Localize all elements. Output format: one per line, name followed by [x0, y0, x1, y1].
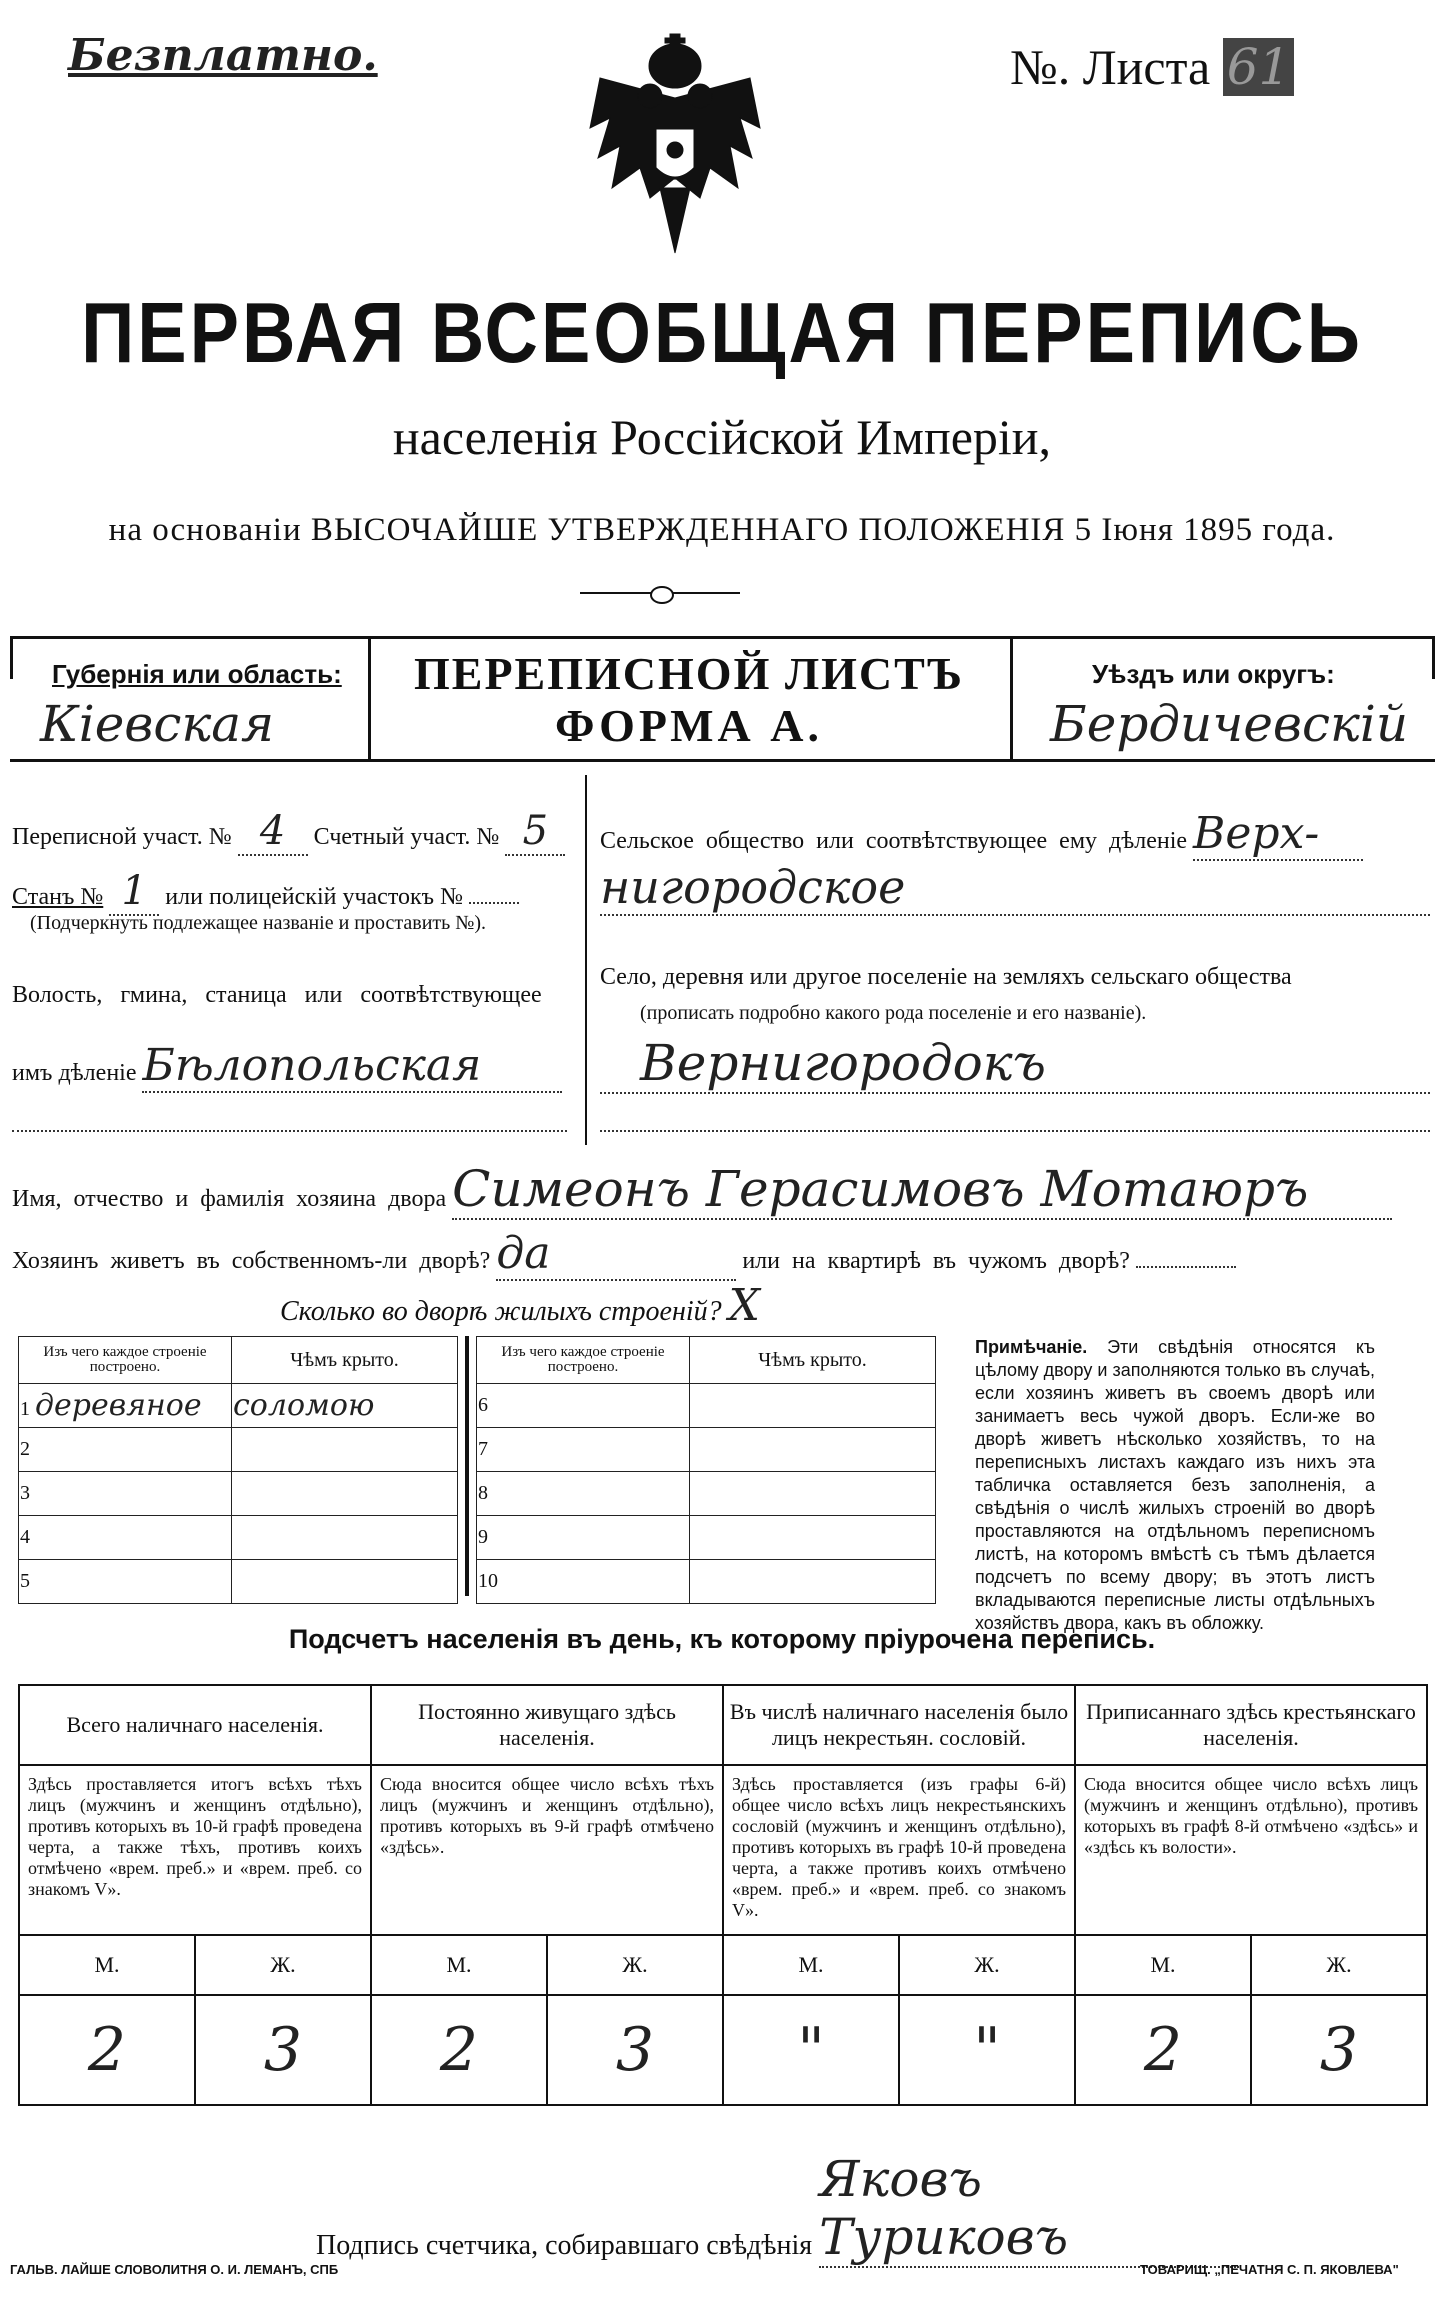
uezd-label: Уѣздъ или округъ: — [1092, 659, 1335, 689]
owner-row — [12, 1160, 1432, 1220]
underline-note: (Подчеркнуть подлежащее названіе и проставить №). — [30, 912, 486, 934]
col-desc-total: Здѣсь проставляется итогъ всѣхъ тѣхъ лицъ (мужчинъ и женщинъ отдѣльно), противъ которыхъ въ 10-й графѣ проведена черта, а также тѣхъ, противъ коихъ отмѣчено «врем. преб.» и «врем. преб. со знакомъ V». — [19, 1765, 371, 1935]
m-label: М. — [371, 1935, 547, 1995]
col-material-header: Изъ чего каждое строеніе построено. — [19, 1337, 232, 1384]
buildings-table-right — [476, 1336, 936, 1604]
table-row — [477, 1560, 936, 1604]
total-female: 3 — [195, 1995, 371, 2105]
census-section-row — [12, 808, 567, 856]
table-row — [19, 1560, 458, 1604]
col-desc-permanent: Сюда вносится общее число всѣхъ тѣхъ лицъ (мужчинъ и женщинъ отдѣльно), противъ которыхъ въ 9-й графѣ отмѣчено «здѣсь». — [371, 1765, 723, 1935]
fields-divider — [585, 775, 587, 1145]
f-label: Ж. — [547, 1935, 723, 1995]
volost-label: Волость, гмина, станица или соотвѣтствующее — [12, 982, 542, 1008]
society-row — [600, 808, 1430, 861]
non-peasant-female: " — [899, 1995, 1075, 2105]
col-head-registered: Приписаннаго здѣсь крестьянскаго населенія. — [1075, 1685, 1427, 1765]
police-label: или полицейскій участокъ № — [165, 884, 463, 910]
row-number: 4 — [19, 1516, 232, 1560]
col-head-non-peasant: Въ числѣ наличнаго населенія было лицъ некрестьян. сословій. — [723, 1685, 1075, 1765]
note-text: Эти свѣдѣнія относятся къ цѣлому двору и заполняются только въ случаѣ, если хозяинъ живетъ въ своемъ дворѣ или занимаетъ весь чужой дворъ. Если-же во дворѣ живетъ нѣсколько хозяйствъ, то на переписныхъ листахъ каждаго изъ нихъ эта табличка оставляется безъ заполненія, а свѣдѣнія о числѣ жилыхъ строеній во дворѣ проставляются на отдѣльномъ переписномъ листѣ, на которомъ вмѣстѣ съ тѣмъ дѣлается подсчетъ по всему двору; въ этотъ листъ вкладываются переписные листы отдѣльныхъ хозяйствъ двора, какъ въ обложку. — [975, 1337, 1375, 1633]
form-header-box — [10, 636, 1435, 762]
buildings-row — [280, 1280, 760, 1331]
note-block — [975, 1336, 1375, 1635]
volost-extra-line — [12, 1130, 567, 1132]
subtitle: населенія Россійской Имперіи, — [392, 409, 1052, 465]
col-head-permanent: Постоянно живущаго здѣсь населенія. — [371, 1685, 723, 1765]
signature-row — [316, 2150, 1416, 2268]
rent-value — [1136, 1266, 1236, 1268]
gubernia-value: Кіевская — [40, 695, 275, 753]
row-number: 8 — [477, 1472, 690, 1516]
table-row — [477, 1384, 936, 1428]
table-row — [477, 1516, 936, 1560]
footer-printer-right: ТОВАРИЩ. „ПЕЧАТНЯ С. П. ЯКОВЛЕВА" — [1140, 2262, 1399, 2277]
gubernia-label: Губернія или область: — [52, 659, 342, 689]
col-roof-header: Чѣмъ крыто. — [690, 1337, 936, 1384]
village-note: (прописать подробно какого рода поселеніе и его названіе). — [640, 1002, 1147, 1024]
registered-male: 2 — [1075, 1995, 1251, 2105]
census-section-label: Переписной участ. № — [12, 824, 232, 850]
table-row — [477, 1428, 936, 1472]
sheet-no-label: №. Листа — [1010, 39, 1211, 95]
count-heading: Подсчетъ населенія въ день, къ которому пріурочена перепись. — [288, 1624, 1156, 1654]
row-number: 6 — [477, 1384, 690, 1428]
row-number: 2 — [19, 1428, 232, 1472]
count-section-value: 5 — [505, 808, 565, 856]
buildings-value: X — [728, 1280, 760, 1331]
f-label: Ж. — [195, 1935, 371, 1995]
table-row — [19, 1472, 458, 1516]
owner-value: Симеонъ Герасимовъ Мотаюръ — [452, 1160, 1392, 1220]
form-label: ФОРМА А. — [555, 700, 823, 751]
row-number: 3 — [19, 1472, 232, 1516]
police-value — [469, 902, 519, 904]
row-number: 5 — [19, 1560, 232, 1604]
row-number: 7 — [477, 1428, 690, 1472]
free-label: Безплатно. — [68, 30, 378, 81]
material-cell: деревяное — [35, 1388, 202, 1423]
f-label: Ж. — [1251, 1935, 1427, 1995]
table-row — [19, 1384, 458, 1428]
col-desc-registered: Сюда вносится общее число всѣхъ лицъ (мужчинъ и женщинъ отдѣльно), противъ которыхъ въ графѣ 8-й отмѣчено «здѣсь» и «здѣсь къ волости». — [1075, 1765, 1427, 1935]
col-material-header: Изъ чего каждое строеніе построено. — [477, 1337, 690, 1384]
form-title: ПЕРЕПИСНОЙ ЛИСТЪ — [413, 648, 965, 699]
m-label: М. — [1075, 1935, 1251, 1995]
total-male: 2 — [19, 1995, 195, 2105]
volost-value: Бѣлопольская — [142, 1040, 562, 1093]
census-section-value: 4 — [238, 808, 308, 856]
village-extra-line — [600, 1130, 1430, 1132]
table-row — [19, 1516, 458, 1560]
row-number: 9 — [477, 1516, 690, 1560]
volost-row — [12, 1040, 567, 1093]
volost-label2: имъ дѣленіе — [12, 1060, 137, 1086]
count-section-label: Счетный участ. № — [313, 824, 500, 850]
imperial-eagle-emblem — [580, 28, 770, 258]
table-row — [19, 1428, 458, 1472]
f-label: Ж. — [899, 1935, 1075, 1995]
permanent-male: 2 — [371, 1995, 547, 2105]
buildings-table-left — [18, 1336, 458, 1604]
stan-row — [12, 868, 567, 916]
m-label: М. — [723, 1935, 899, 1995]
table-row — [477, 1472, 936, 1516]
rent-label: или на квартирѣ въ чужомъ дворѣ? — [742, 1248, 1130, 1274]
row-number: 10 — [477, 1560, 690, 1604]
society-value2: нигородское — [600, 860, 1430, 916]
permanent-female: 3 — [547, 1995, 723, 2105]
col-desc-non-peasant: Здѣсь проставляется (изъ графы 6-й) общее число всѣхъ лицъ некрестьянскихъ сословій (мужчинъ и женщинъ отдѣльно), противъ которыхъ въ графѣ 10-й проведена черта, а также противъ коихъ отмѣчено «врем. преб.» и «врем. преб. со знакомъ V». — [723, 1765, 1075, 1935]
footer-printer-left: ГАЛЬВ. ЛАЙШЕ СЛОВОЛИТНЯ О. И. ЛЕМАНЪ, СПБ — [10, 2262, 339, 2277]
own-yard-label: Хозяинъ живетъ въ собственномъ-ли дворѣ? — [12, 1248, 491, 1274]
note-title: Примѣчаніе. — [975, 1337, 1088, 1357]
owner-label: Имя, отчество и фамилія хозяина двора — [12, 1186, 447, 1212]
stan-value: 1 — [109, 868, 159, 916]
sheet-number — [1010, 38, 1294, 96]
non-peasant-male: " — [723, 1995, 899, 2105]
own-yard-value: да — [496, 1228, 736, 1281]
m-label: М. — [19, 1935, 195, 1995]
registered-female: 3 — [1251, 1995, 1427, 2105]
col-head-total: Всего наличнаго населенія. — [19, 1685, 371, 1765]
roof-cell: соломою — [232, 1384, 458, 1428]
signature-value: Яковъ Туриковъ — [819, 2150, 1239, 2268]
own-yard-row — [12, 1228, 1432, 1281]
sheet-no-value: 61 — [1223, 38, 1295, 96]
uezd-value: Бердичевскій — [1050, 695, 1409, 753]
population-count-table — [18, 1684, 1428, 2106]
village-value: Вернигородокъ — [600, 1034, 1430, 1094]
row-number: 1 — [20, 1398, 30, 1420]
society-label: Сельское общество или соотвѣтствующее ему дѣленіе — [600, 828, 1188, 854]
tables-double-rule — [465, 1336, 469, 1596]
village-label: Село, деревня или другое поселеніе на земляхъ сельскаго общества — [600, 964, 1292, 990]
stan-label: Станъ № — [12, 884, 104, 910]
buildings-label: Сколько во дворѣ жилыхъ строеній? — [280, 1296, 722, 1327]
basis-line: на основаніи ВЫСОЧАЙШЕ УТВЕРЖДЕННАГО ПОЛОЖЕНІЯ 5 Іюня 1895 года. — [108, 512, 1336, 548]
main-title: ПЕРВАЯ ВСЕОБЩАЯ ПЕРЕПИСЬ — [81, 284, 1363, 381]
col-roof-header: Чѣмъ крыто. — [232, 1337, 458, 1384]
signature-label: Подпись счетчика, собиравшаго свѣдѣнія — [316, 2230, 813, 2261]
society-value1: Верх- — [1193, 808, 1363, 861]
ornament-divider — [580, 586, 740, 600]
